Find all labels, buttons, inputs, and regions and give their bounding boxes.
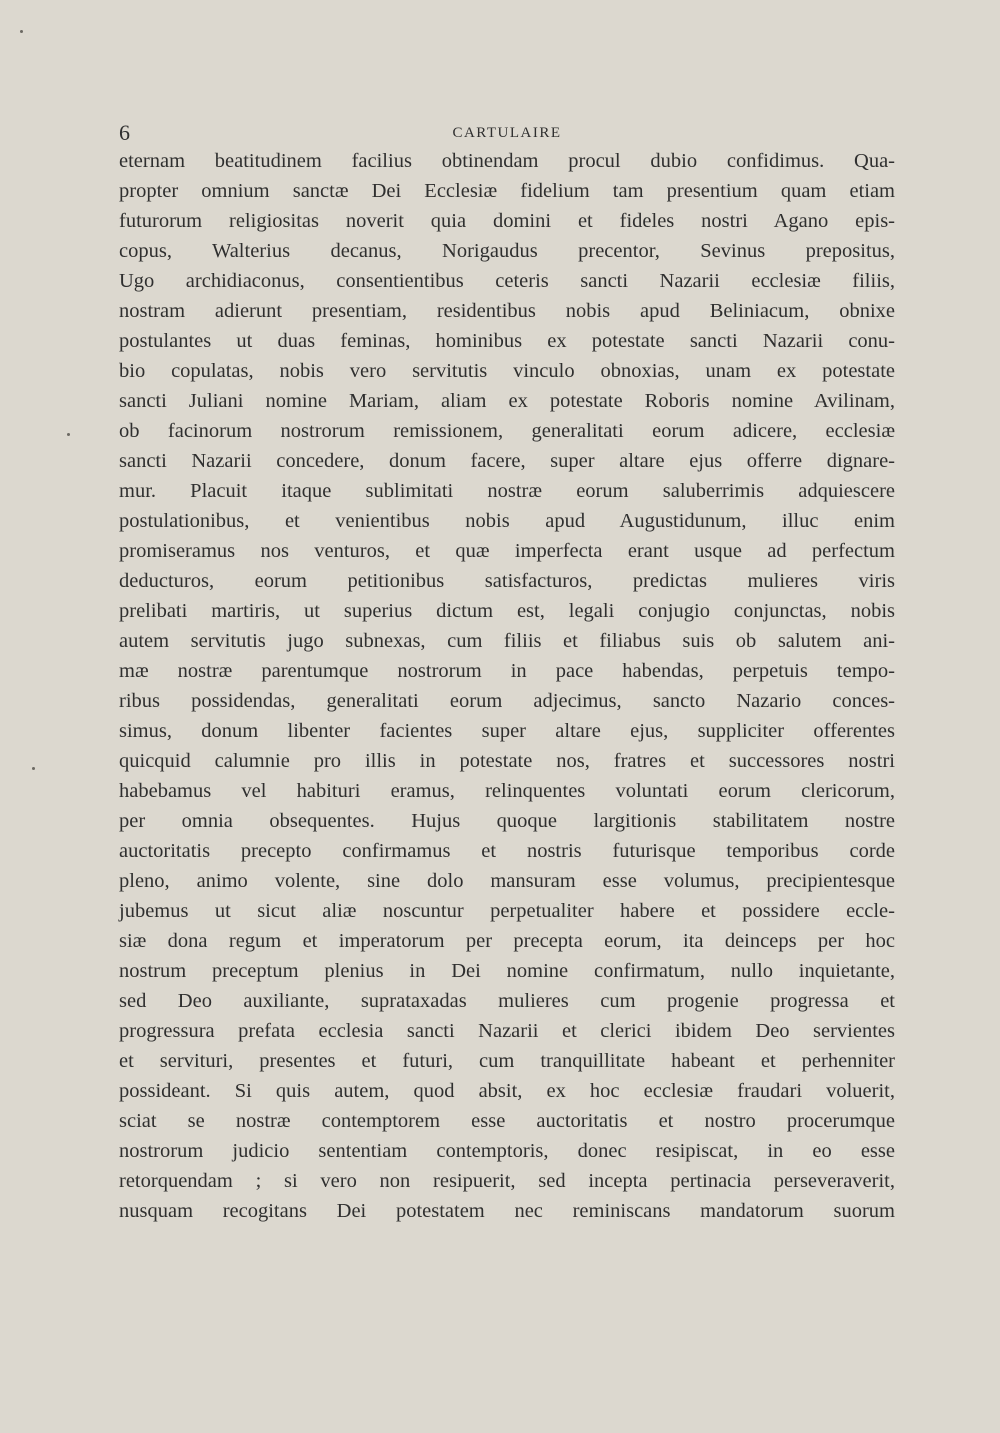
text-line: progressura prefata ecclesia sancti Nazarii et clerici ibidem Deo servientes (119, 1020, 895, 1042)
text-line: postulantes ut duas feminas, hominibus ex potestate sancti Nazarii conu- (119, 330, 895, 352)
text-line: per omnia obsequentes. Hujus quoque largitionis stabilitatem nostre (119, 810, 895, 832)
page-number: 6 (119, 120, 130, 145)
text-line: simus, donum libenter facientes super altare ejus, suppliciter offerentes (119, 720, 895, 742)
document-body (119, 146, 895, 1226)
text-line: futurorum religiositas noverit quia domini et fideles nostri Agano epis- (119, 210, 895, 232)
text-line: et servituri, presentes et futuri, cum tranquillitate habeant et perhenniter (119, 1050, 895, 1072)
text-line: postulationibus, et venientibus nobis apud Augustidunum, illuc enim (119, 510, 895, 532)
text-line: nusquam recogitans Dei potestatem nec reminiscans mandatorum suorum (119, 1200, 895, 1222)
text-line: mæ nostræ parentumque nostrorum in pace habendas, perpetuis tempo- (119, 660, 895, 682)
paper-speck (32, 767, 35, 770)
text-line: sed Deo auxiliante, suprataxadas mulieres cum progenie progressa et (119, 990, 895, 1012)
text-line: jubemus ut sicut aliæ noscuntur perpetualiter habere et possidere eccle- (119, 900, 895, 922)
paper-speck (67, 433, 70, 436)
text-line: deducturos, eorum petitionibus satisfacturos, predictas mulieres viris (119, 570, 895, 592)
text-line: copus, Walterius decanus, Norigaudus precentor, Sevinus prepositus, (119, 240, 895, 262)
text-line: ob facinorum nostrorum remissionem, generalitati eorum adicere, ecclesiæ (119, 420, 895, 442)
text-line: prelibati martiris, ut superius dictum est, legali conjugio conjunctas, nobis (119, 600, 895, 622)
text-line: autem servitutis jugo subnexas, cum filiis et filiabus suis ob salutem ani- (119, 630, 895, 652)
text-line: eternam beatitudinem facilius obtinendam procul dubio confidimus. Qua- (119, 150, 895, 172)
text-line: nostram adierunt presentiam, residentibus nobis apud Beliniacum, obnixe (119, 300, 895, 322)
text-line: sancti Nazarii concedere, donum facere, super altare ejus offerre dignare- (119, 450, 895, 472)
text-line: pleno, animo volente, sine dolo mansuram esse volumus, precipientesque (119, 870, 895, 892)
text-line: ribus possidendas, generalitati eorum adjecimus, sancto Nazario conces- (119, 690, 895, 712)
text-line: propter omnium sanctæ Dei Ecclesiæ fidelium tam presentium quam etiam (119, 180, 895, 202)
text-line: siæ dona regum et imperatorum per precepta eorum, ita deinceps per hoc (119, 930, 895, 952)
text-line: mur. Placuit itaque sublimitati nostræ eorum saluberrimis adquiescere (119, 480, 895, 502)
text-line: promiseramus nos venturos, et quæ imperfecta erant usque ad perfectum (119, 540, 895, 562)
text-line: nostrorum judicio sententiam contemptoris, donec resipiscat, in eo esse (119, 1140, 895, 1162)
text-line: sancti Juliani nomine Mariam, aliam ex potestate Roboris nomine Avilinam, (119, 390, 895, 412)
text-line: sciat se nostræ contemptorem esse auctoritatis et nostro procerumque (119, 1110, 895, 1132)
text-line: nostrum preceptum plenius in Dei nomine confirmatum, nullo inquietante, (119, 960, 895, 982)
running-title: CARTULAIRE (452, 125, 562, 141)
text-line: quicquid calumnie pro illis in potestate nos, fratres et successores nostri (119, 750, 895, 772)
text-line: possideant. Si quis autem, quod absit, ex hoc ecclesiæ fraudari voluerit, (119, 1080, 895, 1102)
text-line: Ugo archidiaconus, consentientibus ceteris sancti Nazarii ecclesiæ filiis, (119, 270, 895, 292)
text-line: bio copulatas, nobis vero servitutis vinculo obnoxias, unam ex potestate (119, 360, 895, 382)
text-line: auctoritatis precepto confirmamus et nostris futurisque temporibus corde (119, 840, 895, 862)
text-line: retorquendam ; si vero non resipuerit, sed incepta pertinacia perseveraverit, (119, 1170, 895, 1192)
running-head (119, 120, 895, 146)
paper-speck (20, 30, 23, 33)
text-line: habebamus vel habituri eramus, relinquentes voluntati eorum clericorum, (119, 780, 895, 802)
